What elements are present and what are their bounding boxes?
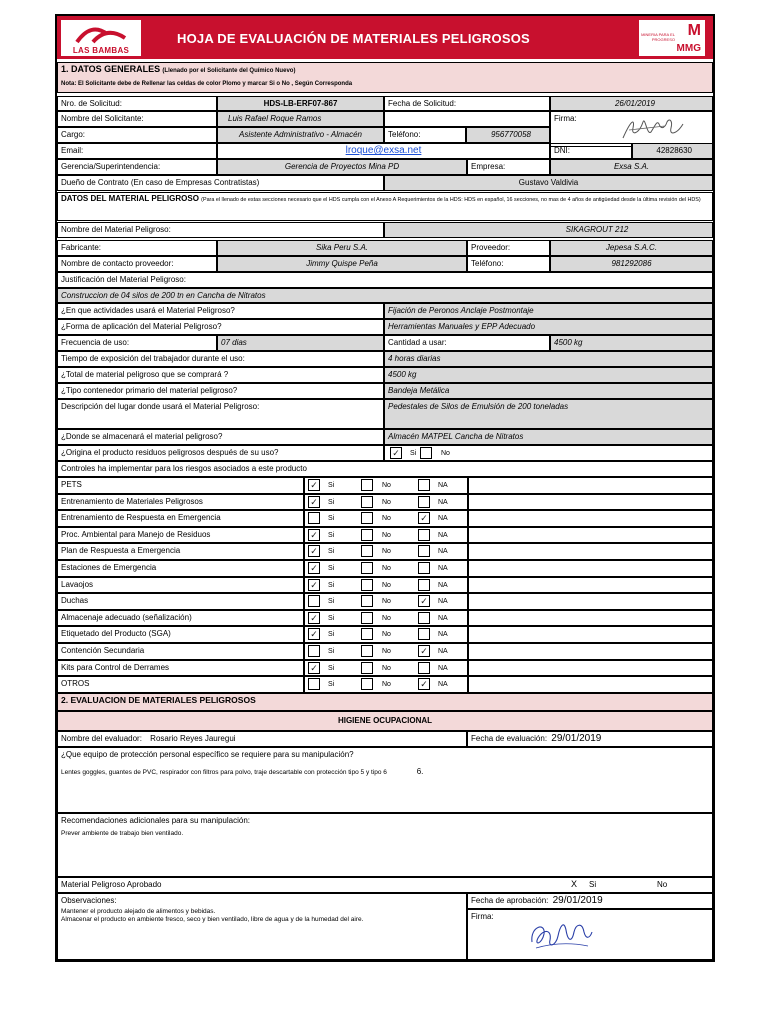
residuos-answer (384, 445, 713, 461)
control-no-label: No (382, 515, 391, 522)
forma-answer[interactable]: Herramientas Manuales y EPP Adecuado (384, 319, 713, 335)
higiene-header: HIGIENE OCUPACIONAL (57, 711, 713, 731)
control-notes (468, 676, 713, 693)
control-label: Kits para Control de Derrames (57, 660, 304, 676)
control-notes (468, 527, 713, 543)
control-na-checkbox[interactable] (418, 628, 430, 640)
control-no-label: No (382, 582, 391, 589)
control-na-label: NA (438, 631, 448, 638)
email-label: Email: (57, 143, 217, 159)
control-na-checkbox[interactable] (418, 579, 430, 591)
control-na-checkbox[interactable] (418, 562, 430, 574)
aprobado-row (57, 877, 713, 893)
recomendaciones-value[interactable]: Prever ambiente de trabajo bien ventilado. (61, 830, 184, 837)
cantidad-value[interactable]: 4500 kg (550, 335, 713, 351)
tipo-question: ¿Tipo contenedor primario del material peligroso? (57, 383, 384, 399)
almacen-answer[interactable]: Almacén MATPEL Cancha de Nitratos (384, 429, 713, 445)
control-si-checkbox[interactable]: ✓ (308, 545, 320, 557)
mmg-text: MMG (676, 43, 701, 54)
lugar-answer[interactable]: Pedestales de Silos de Emulsión de 200 toneladas (384, 399, 713, 429)
recomendaciones-cell (57, 813, 713, 877)
control-no-label: No (382, 565, 391, 572)
control-si-label: Si (328, 499, 335, 506)
control-label: Etiquetado del Producto (SGA) (57, 626, 304, 643)
control-no-label: No (382, 482, 391, 489)
actividades-question: ¿En que actividades usará el Material Peligroso? (57, 303, 384, 319)
material-title: DATOS DEL MATERIAL PELIGROSO (61, 194, 199, 203)
mmg-m-icon: M (687, 22, 701, 39)
control-si-label: Si (328, 681, 335, 688)
control-na-label: NA (438, 515, 448, 522)
dni-value[interactable]: 42828630 (632, 143, 713, 159)
control-notes (468, 560, 713, 577)
control-no-checkbox[interactable] (361, 678, 373, 690)
epp-question: ¿Que equipo de protección personal específico se requiere para su manipulación? (61, 750, 354, 759)
control-si-label: Si (328, 565, 335, 572)
control-no-checkbox[interactable] (361, 562, 373, 574)
forma-question: ¿Forma de aplicación del Material Peligroso? (57, 319, 384, 335)
fecha-evaluacion-cell (467, 731, 713, 747)
control-no-checkbox[interactable] (361, 545, 373, 557)
telefono-value[interactable]: 956770058 (466, 127, 550, 143)
empresa-value[interactable]: Exsa S.A. (550, 159, 713, 175)
las-bambas-text: LAS BAMBAS (72, 46, 130, 55)
control-no-label: No (382, 615, 391, 622)
control-si-checkbox[interactable]: ✓ (308, 628, 320, 640)
control-na-label: NA (438, 582, 448, 589)
fecha-aprobacion-value[interactable]: 29/01/2019 (552, 895, 603, 906)
material-nombre-value[interactable]: SIKAGROUT 212 (384, 222, 713, 238)
control-na-label: NA (438, 598, 448, 605)
control-no-label: No (382, 681, 391, 688)
tipo-answer[interactable]: Bandeja Metálica (384, 383, 713, 399)
control-no-label: No (382, 665, 391, 672)
residuos-si-label: Si (410, 450, 417, 457)
las-bambas-logo (61, 20, 141, 56)
nro-label: Nro. de Solicitud: (57, 96, 217, 111)
fecha-solicitud-label: Fecha de Solicitud: (384, 96, 550, 111)
control-no-checkbox[interactable] (361, 595, 373, 607)
fecha-solicitud-value[interactable]: 26/01/2019 (550, 96, 713, 111)
section1-title-note: (Llenado por el Solicitante del Químico Nuevo) (162, 68, 296, 74)
solicitante-signature-icon (621, 114, 685, 144)
control-si-label: Si (328, 582, 335, 589)
control-na-checkbox[interactable] (418, 529, 430, 541)
section1-note: Nota: El Solicitante debe de Rellenar las celdas de color Plomo y marcar Si o No , Según Corresponda (61, 81, 353, 87)
aprobado-label: Material Peligroso Aprobado (61, 880, 162, 889)
control-na-label: NA (438, 665, 448, 672)
control-label: Proc. Ambiental para Manejo de Residuos (57, 527, 304, 543)
justificacion-label: Justificación del Material Peligroso: (57, 272, 713, 288)
control-label: Duchas (57, 593, 304, 610)
control-na-checkbox[interactable]: ✓ (418, 512, 430, 524)
control-label: Contención Secundaria (57, 643, 304, 660)
control-si-checkbox[interactable]: ✓ (308, 612, 320, 624)
section1-header (57, 62, 713, 93)
material-telefono-label: Teléfono: (467, 256, 550, 272)
control-no-checkbox[interactable] (361, 529, 373, 541)
epp-answer-line (61, 766, 709, 778)
fecha-evaluacion-label: Fecha de evaluación: (471, 734, 548, 743)
nro-value[interactable]: HDS-LB-ERF07-867 (217, 96, 384, 111)
control-label: Estaciones de Emergencia (57, 560, 304, 577)
control-notes (468, 510, 713, 527)
control-no-checkbox[interactable] (361, 479, 373, 491)
tiempo-answer[interactable]: 4 horas diarias (384, 351, 713, 367)
evaluador-cell (57, 731, 467, 747)
control-na-checkbox[interactable] (418, 545, 430, 557)
blank-cell (384, 111, 550, 127)
control-si-checkbox[interactable]: ✓ (308, 496, 320, 508)
fecha-aprobacion-label: Fecha de aprobación: (471, 896, 549, 905)
control-na-label: NA (438, 648, 448, 655)
aprobado-si-label: Si (589, 880, 597, 889)
control-si-label: Si (328, 548, 335, 555)
observaciones-label: Observaciones: (61, 896, 117, 905)
aprobacion-firma-cell (467, 909, 713, 960)
section2-title: 2. EVALUACION DE MATERIALES PELIGROSOS (57, 693, 713, 711)
control-na-checkbox[interactable]: ✓ (418, 645, 430, 657)
control-na-label: NA (438, 565, 448, 572)
control-si-label: Si (328, 598, 335, 605)
control-no-label: No (382, 532, 391, 539)
fecha-aprobacion-cell (467, 893, 713, 909)
aprobado-mark[interactable]: X (571, 879, 578, 889)
control-si-checkbox[interactable] (308, 512, 320, 524)
solicitante-label: Nombre del Solicitante: (57, 111, 217, 127)
control-na-checkbox[interactable] (418, 662, 430, 674)
control-no-label: No (382, 598, 391, 605)
control-label: PETS (57, 477, 304, 494)
actividades-answer[interactable]: Fijación de Peronos Anclaje Postmontaje (384, 303, 713, 319)
control-na-checkbox[interactable]: ✓ (418, 678, 430, 690)
control-na-label: NA (438, 681, 448, 688)
total-question: ¿Total de material peligroso que se comprará ? (57, 367, 384, 383)
control-label: Plan de Respuesta a Emergencia (57, 543, 304, 560)
firma-cell (550, 111, 713, 147)
control-notes (468, 610, 713, 626)
control-si-checkbox[interactable] (308, 645, 320, 657)
fecha-evaluacion-value[interactable]: 29/01/2019 (551, 733, 602, 744)
control-si-label: Si (328, 648, 335, 655)
control-label: Entrenamiento de Respuesta en Emergencia (57, 510, 304, 527)
dueno-label: Dueño de Contrato (En caso de Empresas Contratistas) (57, 175, 384, 191)
recomendaciones-label: Recomendaciones adicionales para su manipulación: (61, 816, 251, 825)
control-notes (468, 593, 713, 610)
control-no-checkbox[interactable] (361, 662, 373, 674)
control-notes (468, 643, 713, 660)
control-no-checkbox[interactable] (361, 645, 373, 657)
mmg-logo (639, 20, 705, 56)
control-no-checkbox[interactable] (361, 612, 373, 624)
evaluador-label: Nombre del evaluador: (61, 734, 142, 743)
control-si-label: Si (328, 532, 335, 539)
gerencia-value[interactable]: Gerencia de Proyectos Mina PD (217, 159, 467, 175)
observaciones-line1[interactable]: Mantener el producto alejado de alimentos y bebidas. (61, 908, 216, 915)
control-na-checkbox[interactable]: ✓ (418, 595, 430, 607)
empresa-label: Empresa: (467, 159, 550, 175)
gerencia-label: Gerencia/Superintendencia: (57, 159, 217, 175)
control-si-label: Si (328, 482, 335, 489)
control-label: Almacenaje adecuado (señalización) (57, 610, 304, 626)
proveedor-label: Proveedor: (467, 240, 550, 256)
control-label: Lavaojos (57, 577, 304, 593)
control-si-checkbox[interactable]: ✓ (308, 479, 320, 491)
material-nombre-label: Nombre del Material Peligroso: (57, 222, 384, 238)
control-si-checkbox[interactable]: ✓ (308, 529, 320, 541)
fabricante-label: Fabricante: (57, 240, 217, 256)
control-si-checkbox[interactable]: ✓ (308, 562, 320, 574)
control-no-label: No (382, 648, 391, 655)
control-no-label: No (382, 548, 391, 555)
cargo-value[interactable]: Asistente Administrativo - Almacén (217, 127, 384, 143)
epp-answer[interactable]: Lentes goggles, guantes de PVC, respirador con filtros para polvo, traje descartable con protección tipo 5 y tipo 6 (61, 769, 387, 776)
mmg-subtitle: MINERIA PARA EL PROGRESO (641, 32, 675, 42)
cargo-label: Cargo: (57, 127, 217, 143)
material-header (57, 192, 713, 221)
total-answer[interactable]: 4500 kg (384, 367, 713, 383)
control-si-checkbox[interactable] (308, 595, 320, 607)
dueno-value[interactable]: Gustavo Valdivia (384, 175, 713, 191)
control-na-checkbox[interactable] (418, 496, 430, 508)
evaluador-signature-icon (526, 912, 596, 956)
las-bambas-arc-icon (73, 22, 129, 44)
contacto-label: Nombre de contacto proveedor: (57, 256, 217, 272)
justificacion-value[interactable]: Construccion de 04 silos de 200 tn en Cancha de Nitratos (57, 288, 713, 303)
control-na-label: NA (438, 548, 448, 555)
epp-cell (57, 747, 713, 813)
aprobacion-firma-label: Firma: (471, 912, 494, 921)
material-note: (Para el llenado de estas secciones necesario que el HDS cumpla con el Anexo A Requerimientos de la HDS: HDS en español, 16 secciones, no mas de 4 años de antigüedad desde la última revisión del HDS) (201, 197, 701, 203)
lugar-question: Descripción del lugar donde usará el Material Peligroso: (57, 399, 384, 429)
control-notes (468, 477, 713, 494)
dni-label: DNI: (550, 143, 632, 159)
residuos-no-checkbox[interactable] (420, 447, 432, 459)
control-na-label: NA (438, 499, 448, 506)
epp-answer-extra: 6. (416, 767, 424, 776)
control-si-checkbox[interactable]: ✓ (308, 579, 320, 591)
evaluador-value[interactable]: Rosario Reyes Jauregui (150, 734, 236, 743)
email-value[interactable]: lroque@exsa.net (217, 143, 550, 159)
control-no-checkbox[interactable] (361, 579, 373, 591)
section1-title: 1. DATOS GENERALES (61, 64, 161, 74)
control-si-checkbox[interactable] (308, 678, 320, 690)
control-si-label: Si (328, 665, 335, 672)
fabricante-value[interactable]: Sika Peru S.A. (217, 240, 467, 256)
frecuencia-label: Frecuencia de uso: (57, 335, 217, 351)
control-label: Entrenamiento de Materiales Peligrosos (57, 494, 304, 510)
residuos-si-checkbox[interactable]: ✓ (390, 447, 402, 459)
tiempo-question: Tiempo de exposición del trabajador durante el uso: (57, 351, 384, 367)
observaciones-cell (57, 893, 467, 960)
control-label: OTROS (57, 676, 304, 693)
controles-title: Controles ha implementar para los riesgos asociados a este producto (57, 461, 713, 477)
observaciones-line2[interactable]: Almacenar el producto en ambiente fresco, seco y bien ventilado, libre de agua y de la humedad del aire. (61, 916, 364, 923)
control-si-checkbox[interactable]: ✓ (308, 662, 320, 674)
control-notes (468, 626, 713, 643)
control-notes (468, 577, 713, 593)
control-na-checkbox[interactable] (418, 479, 430, 491)
control-notes (468, 660, 713, 676)
control-no-checkbox[interactable] (361, 512, 373, 524)
control-si-label: Si (328, 515, 335, 522)
control-no-label: No (382, 499, 391, 506)
material-telefono-value[interactable]: 981292086 (550, 256, 713, 272)
header-bar (57, 16, 713, 59)
control-si-label: Si (328, 631, 335, 638)
aprobado-no-label: No (657, 880, 668, 889)
almacen-question: ¿Donde se almacenará el material peligroso? (57, 429, 384, 445)
proveedor-value[interactable]: Jepesa S.A.C. (550, 240, 713, 256)
control-no-checkbox[interactable] (361, 628, 373, 640)
residuos-question: ¿Origina el producto residuos peligrosos después de su uso? (57, 445, 384, 461)
control-no-label: No (382, 631, 391, 638)
control-no-checkbox[interactable] (361, 496, 373, 508)
frecuencia-value[interactable]: 07 dias (217, 335, 384, 351)
control-na-label: NA (438, 532, 448, 539)
contacto-value[interactable]: Jimmy Quispe Peña (217, 256, 467, 272)
telefono-label: Teléfono: (384, 127, 466, 143)
control-si-label: Si (328, 615, 335, 622)
cantidad-label: Cantidad a usar: (384, 335, 550, 351)
control-notes (468, 543, 713, 560)
control-na-label: NA (438, 615, 448, 622)
firma-label: Firma: (554, 114, 577, 123)
solicitante-value[interactable]: Luis Rafael Roque Ramos (217, 111, 384, 127)
control-na-checkbox[interactable] (418, 612, 430, 624)
page-title: HOJA DE EVALUACIÓN DE MATERIALES PELIGROSOS (177, 31, 530, 46)
residuos-no-label: No (441, 450, 450, 457)
control-na-label: NA (438, 482, 448, 489)
control-notes (468, 494, 713, 510)
